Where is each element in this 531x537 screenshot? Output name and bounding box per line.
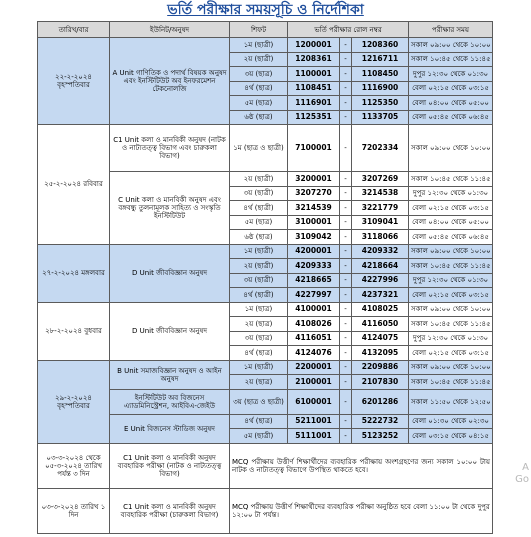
roll-dash: - xyxy=(340,244,352,259)
roll-from: 2100001 xyxy=(288,375,340,390)
shift-cell: ১ম (ছাত্রী) xyxy=(230,244,288,259)
time-cell: সকাল ০৯:০০ থেকে ১০:০০ xyxy=(409,302,493,317)
shift-cell: ৩য় (ছাত্রী) xyxy=(230,186,288,201)
shift-cell: ১ম (ছাত্রী) xyxy=(230,360,288,375)
unit-cell: C Unit কলা ও মানবিকী অনুষদ এবং বঙ্গবন্ধু তুলনামূলক সাহিত্য ও সংস্কৃতি ইনস্টিটিউট xyxy=(110,172,230,245)
watermark-line: A xyxy=(522,462,529,473)
unit-cell: C1 Unit কলা ও মানবিকী অনুষদ ব্যবহারিক পরীক্ষা (চারুকলা বিভাগ) xyxy=(110,488,230,533)
roll-to: 3118066 xyxy=(352,230,409,245)
roll-from: 3100001 xyxy=(288,215,340,230)
practical-note: MCQ পরীক্ষায় উত্তীর্ণ শিক্ষার্থীদের ব্যবহারিক পরীক্ষায় অংশগ্রহণের জন্য সকাল ১০:০০ টায় নাটক ও নাট্যতত্ত্ব বিভাগে উপস্থিত থাকতে হবে। xyxy=(230,443,493,488)
shift-cell: ৫ম (ছাত্রী) xyxy=(230,429,288,444)
date-cell: ২৯-২-২০২৪ বৃহস্পতিবার xyxy=(38,360,110,443)
roll-to: 5123252 xyxy=(352,429,409,444)
practical-note: MCQ পরীক্ষায় উত্তীর্ণ শিক্ষার্থীদের ব্যবহারিক পরীক্ষা অনুষ্ঠিত হবে বেলা ১১:০০ টা থেকে দুপুর ১২:০০ টা পর্যন্ত। xyxy=(230,488,493,533)
roll-from: 4227997 xyxy=(288,288,340,303)
unit-cell: E Unit বিজনেস স্টাডিজ অনুষদ xyxy=(110,414,230,443)
exam-schedule-table xyxy=(37,21,493,534)
roll-from: 1125351 xyxy=(288,110,340,125)
roll-from: 3109042 xyxy=(288,230,340,245)
unit-cell: A Unit গাণিতিক ও পদার্থ বিষয়ক অনুষদ এবং ইনস্টিটিউট অব ইনফরমেশন টেকনোলজি xyxy=(110,38,230,125)
page-title: ভর্তি পরীক্ষার সময়সূচি ও নির্দেশিকা xyxy=(167,2,364,18)
roll-dash: - xyxy=(340,172,352,187)
header-unit: ইউনিট/অনুষদ xyxy=(110,22,230,38)
shift-cell: ৩য় (ছাত্র) xyxy=(230,67,288,82)
table-row xyxy=(38,302,493,317)
roll-from: 6100001 xyxy=(288,389,340,414)
roll-from: 1200001 xyxy=(288,38,340,53)
roll-dash: - xyxy=(340,81,352,96)
unit-cell: C1 Unit কলা ও মানবিকী অনুষদ ব্যবহারিক পরীক্ষা (নাটক ও নাট্যতত্ত্ব বিভাগ) xyxy=(110,443,230,488)
time-cell: দুপুর ১২:৩০ থেকে ০১:৩০ xyxy=(409,186,493,201)
roll-dash: - xyxy=(340,360,352,375)
roll-from: 3200001 xyxy=(288,172,340,187)
roll-from: 1108451 xyxy=(288,81,340,96)
roll-from: 7100001 xyxy=(288,125,340,172)
roll-dash: - xyxy=(340,125,352,172)
shift-cell: ৪র্থ (ছাত্র) xyxy=(230,414,288,429)
roll-to: 3214538 xyxy=(352,186,409,201)
roll-to: 3109041 xyxy=(352,215,409,230)
time-cell: বেলা ০২:১৫ থেকে ০৩:১৫ xyxy=(409,346,493,361)
roll-to: 2209886 xyxy=(352,360,409,375)
roll-dash: - xyxy=(340,429,352,444)
time-cell: বেলা ০৩:১৫ থেকে ০৪:১৫ xyxy=(409,429,493,444)
roll-dash: - xyxy=(340,375,352,390)
roll-from: 4116051 xyxy=(288,331,340,346)
shift-cell: ২য় (ছাত্র) xyxy=(230,317,288,332)
table-row xyxy=(38,38,493,53)
roll-to: 4227996 xyxy=(352,273,409,288)
roll-from: 2200001 xyxy=(288,360,340,375)
time-cell: বেলা ০১:৩০ থেকে ০২:৩০ xyxy=(409,414,493,429)
roll-dash: - xyxy=(340,288,352,303)
time-cell: সকাল ১০:৪৫ থেকে ১১:৪৫ xyxy=(409,52,493,67)
roll-to: 1116900 xyxy=(352,81,409,96)
roll-to: 4116050 xyxy=(352,317,409,332)
shift-cell: ৪র্থ (ছাত্র) xyxy=(230,81,288,96)
shift-cell: ৫ম (ছাত্র) xyxy=(230,215,288,230)
roll-from: 1208361 xyxy=(288,52,340,67)
roll-from: 3207270 xyxy=(288,186,340,201)
time-cell: বেলা ০৪:০০ থেকে ০৫:০০ xyxy=(409,96,493,111)
roll-from: 1100001 xyxy=(288,67,340,82)
roll-from: 5211001 xyxy=(288,414,340,429)
time-cell: বেলা ০৪:০০ থেকে ০৫:০০ xyxy=(409,215,493,230)
roll-dash: - xyxy=(340,38,352,53)
watermark-line: Go xyxy=(515,474,529,485)
roll-dash: - xyxy=(340,230,352,245)
table-row xyxy=(38,488,493,533)
roll-to: 1208360 xyxy=(352,38,409,53)
shift-cell: ১ম (ছাত্র ও ছাত্রী) xyxy=(230,125,288,172)
time-cell: বেলা ০৫:৪৫ থেকে ০৬:৪৫ xyxy=(409,230,493,245)
roll-dash: - xyxy=(340,317,352,332)
header-roll: ভর্তি পরীক্ষার রোল নম্বর xyxy=(288,22,409,38)
unit-cell: D Unit জীববিজ্ঞান অনুষদ xyxy=(110,244,230,302)
roll-from: 5111001 xyxy=(288,429,340,444)
time-cell: সকাল ০৯:০০ থেকে ১০:০০ xyxy=(409,244,493,259)
shift-cell: ৪র্থ (ছাত্রী) xyxy=(230,201,288,216)
roll-from: 4209333 xyxy=(288,259,340,274)
shift-cell: ৬ষ্ঠ (ছাত্র) xyxy=(230,230,288,245)
shift-cell: ২য় (ছাত্রী) xyxy=(230,172,288,187)
time-cell: দুপুর ১২:৩০ থেকে ০১:৩০ xyxy=(409,331,493,346)
roll-dash: - xyxy=(340,186,352,201)
roll-dash: - xyxy=(340,201,352,216)
table-row xyxy=(38,360,493,375)
unit-cell: D Unit জীববিজ্ঞান অনুষদ xyxy=(110,302,230,360)
roll-from: 4218665 xyxy=(288,273,340,288)
shift-cell: ৩য় (ছাত্র ও ছাত্রী) xyxy=(230,389,288,414)
roll-to: 4108025 xyxy=(352,302,409,317)
roll-dash: - xyxy=(340,110,352,125)
header-shift: শিফট xyxy=(230,22,288,38)
shift-cell: ৫ম (ছাত্র) xyxy=(230,96,288,111)
unit-cell: B Unit সমাজবিজ্ঞান অনুষদ ও আইন অনুষদ xyxy=(110,360,230,389)
time-cell: বেলা ০২:১৫ থেকে ০৩:১৫ xyxy=(409,201,493,216)
roll-dash: - xyxy=(340,389,352,414)
time-cell: সকাল ০৯:০০ থেকে ১০:০০ xyxy=(409,360,493,375)
date-cell: ০৩-৩-২০২৪ তারিখ ১ দিন xyxy=(38,488,110,533)
header-time: পরীক্ষার সময় xyxy=(409,22,493,38)
shift-cell: ২য় (ছাত্রী) xyxy=(230,52,288,67)
table-row xyxy=(38,244,493,259)
time-cell: বেলা ০৫:৪৫ থেকে ০৬:৪৫ xyxy=(409,110,493,125)
shift-cell: ২য় (ছাত্রী) xyxy=(230,259,288,274)
shift-cell: ৪র্থ (ছাত্রী) xyxy=(230,288,288,303)
table-row xyxy=(38,125,493,172)
roll-to: 3207269 xyxy=(352,172,409,187)
roll-from: 3214539 xyxy=(288,201,340,216)
roll-to: 1125350 xyxy=(352,96,409,111)
roll-from: 4100001 xyxy=(288,302,340,317)
time-cell: বেলা ০২:১৫ থেকে ০৩:১৫ xyxy=(409,81,493,96)
roll-to: 4124075 xyxy=(352,331,409,346)
date-cell: ২২-২-২০২৪ বৃহস্পতিবার xyxy=(38,38,110,125)
unit-cell: C1 Unit কলা ও মানবিকী অনুষদ (নাটক ও নাট্যতত্ত্ব বিভাগ এবং চারুকলা বিভাগ) xyxy=(110,125,230,172)
activation-watermark xyxy=(515,462,529,486)
shift-cell: ১ম (ছাত্রী) xyxy=(230,38,288,53)
roll-dash: - xyxy=(340,215,352,230)
roll-dash: - xyxy=(340,52,352,67)
table-row xyxy=(38,443,493,488)
roll-to: 1133705 xyxy=(352,110,409,125)
roll-dash: - xyxy=(340,67,352,82)
time-cell: সকাল ০৯:০০ থেকে ১০:০০ xyxy=(409,38,493,53)
date-cell: ০৩-৩-২০২৪ থেকে ০৫-৩-২০২৪ তারিখ পর্যন্ত ৩ দিন xyxy=(38,443,110,488)
shift-cell: ৪র্থ (ছাত্র) xyxy=(230,346,288,361)
date-cell: ২৮-২-২০২৪ বুধবার xyxy=(38,302,110,360)
table-header-row xyxy=(38,22,493,38)
roll-to: 2107830 xyxy=(352,375,409,390)
time-cell: সকাল ০৯:০০ থেকে ১০:০০ xyxy=(409,125,493,172)
roll-from: 4108026 xyxy=(288,317,340,332)
roll-to: 5222732 xyxy=(352,414,409,429)
roll-dash: - xyxy=(340,302,352,317)
roll-to: 4218664 xyxy=(352,259,409,274)
roll-from: 4200001 xyxy=(288,244,340,259)
date-cell: ২৫-২-২০২৪ রবিবার xyxy=(38,125,110,245)
roll-dash: - xyxy=(340,273,352,288)
shift-cell: ৩য় (ছাত্র) xyxy=(230,331,288,346)
roll-to: 1216711 xyxy=(352,52,409,67)
roll-from: 1116901 xyxy=(288,96,340,111)
roll-dash: - xyxy=(340,414,352,429)
roll-from: 4124076 xyxy=(288,346,340,361)
roll-to: 4237321 xyxy=(352,288,409,303)
time-cell: সকাল ১০:৪৫ থেকে ১১:৪৫ xyxy=(409,172,493,187)
shift-cell: ১ম (ছাত্র) xyxy=(230,302,288,317)
shift-cell: ৩য় (ছাত্রী) xyxy=(230,273,288,288)
time-cell: দুপুর ১২:৩০ থেকে ০১:৩০ xyxy=(409,273,493,288)
time-cell: সকাল ১০:৪৫ থেকে ১১:৪৫ xyxy=(409,375,493,390)
roll-dash: - xyxy=(340,96,352,111)
time-cell: দুপুর ১২:৩০ থেকে ০১:৩০ xyxy=(409,67,493,82)
date-cell: ২৭-২-২০২৪ মঙ্গলবার xyxy=(38,244,110,302)
header-date: তারিখ/বার xyxy=(38,22,110,38)
time-cell: সকাল ১১:৫০ থেকে ১২:৫০ xyxy=(409,389,493,414)
roll-dash: - xyxy=(340,331,352,346)
unit-cell: ইনস্টিটিউট অব বিজনেস এ্যাডমিনিস্ট্রেশন, আইবিএ-জেইউ xyxy=(110,389,230,414)
shift-cell: ২য় (ছাত্র) xyxy=(230,375,288,390)
time-cell: বেলা ০২:১৫ থেকে ০৩:১৫ xyxy=(409,288,493,303)
roll-to: 4209332 xyxy=(352,244,409,259)
time-cell: সকাল ১০:৪৫ থেকে ১১:৪৫ xyxy=(409,317,493,332)
time-cell: সকাল ১০:৪৫ থেকে ১১:৪৫ xyxy=(409,259,493,274)
roll-to: 3221779 xyxy=(352,201,409,216)
roll-to: 7202334 xyxy=(352,125,409,172)
roll-dash: - xyxy=(340,259,352,274)
roll-to: 4132095 xyxy=(352,346,409,361)
shift-cell: ৬ষ্ঠ (ছাত্র) xyxy=(230,110,288,125)
roll-dash: - xyxy=(340,346,352,361)
roll-to: 6201286 xyxy=(352,389,409,414)
roll-to: 1108450 xyxy=(352,67,409,82)
